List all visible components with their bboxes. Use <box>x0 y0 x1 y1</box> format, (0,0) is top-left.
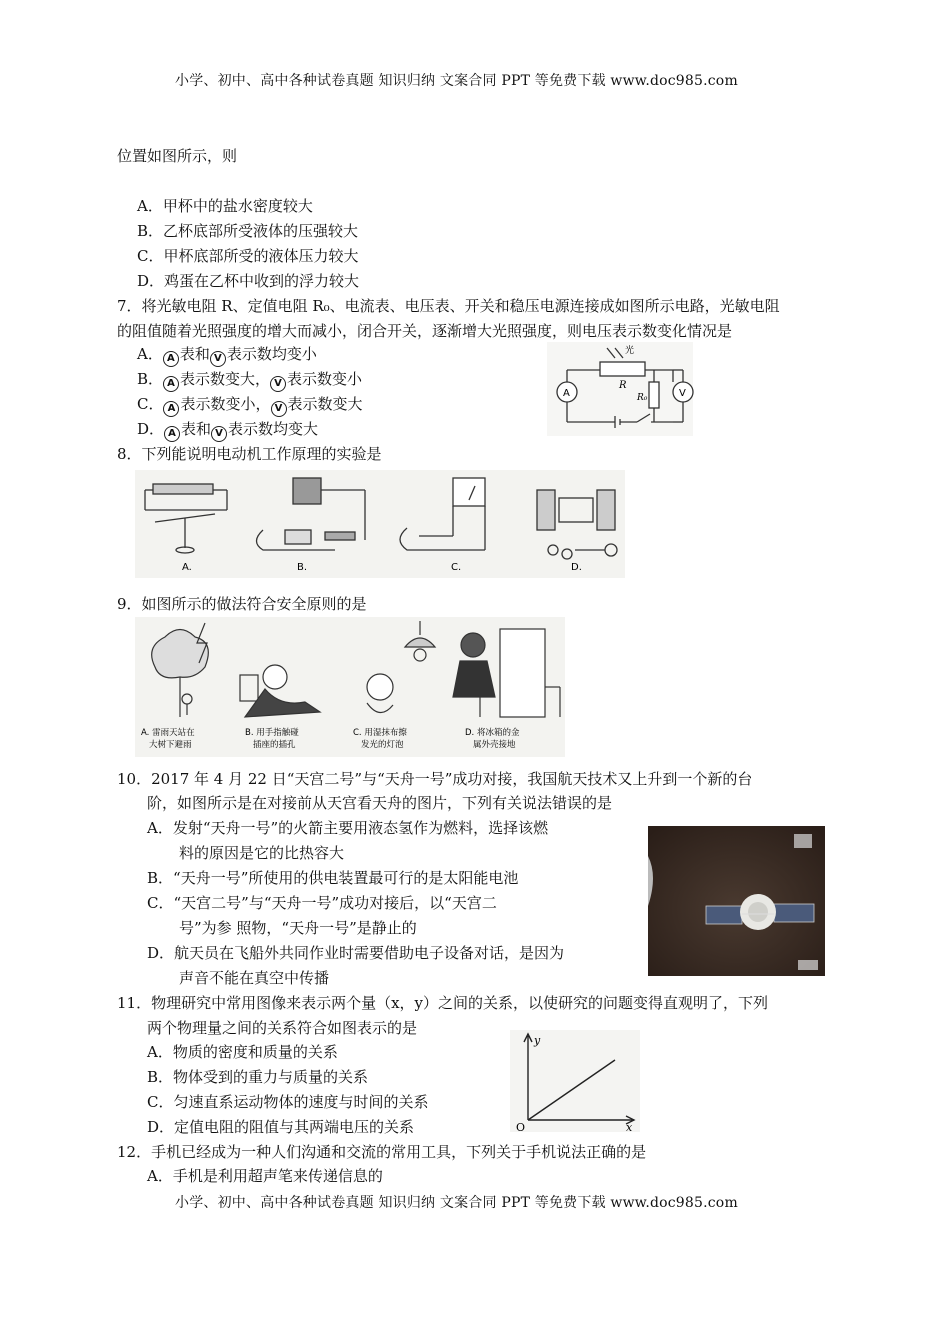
q9-caption-d-2: 属外壳接地 <box>473 740 516 750</box>
q8-label-b: B. <box>297 562 308 573</box>
q8-label-a: A. <box>182 562 192 573</box>
q7-option-b <box>137 369 362 392</box>
q11-option-c: C．匀速直系运动物体的速度与时间的关系 <box>147 1093 429 1111</box>
option-text: 表示数变大 <box>287 395 363 413</box>
q10-option-d-line1: D．航天员在飞船外共同作业时需要借助电子设备对话，是因为 <box>147 944 565 962</box>
q10-option-a-line1: A．发射“天舟一号”的火箭主要用液态氢作为燃料，选择该燃 <box>147 819 549 837</box>
option-text: 表示数均变小 <box>226 345 317 363</box>
option-label: B． <box>137 370 164 388</box>
voltmeter-icon: V <box>211 426 227 442</box>
q9-caption-c-2: 发光的灯泡 <box>361 740 404 750</box>
graph-x-axis-label: x <box>626 1121 633 1132</box>
ammeter-icon: A <box>163 376 179 392</box>
resistor-r-label: R <box>619 380 627 391</box>
q8-label-c: C. <box>451 562 462 573</box>
option-text: 表和 <box>179 345 210 363</box>
light-label: 光 <box>625 346 635 356</box>
option-label: A． <box>137 345 163 363</box>
q7-stem-line2: 的阻值随着光照强度的增大而减小，闭合开关，逐渐增大光照强度，则电压表示数变化情况是 <box>117 322 733 340</box>
option-text: 表和 <box>181 420 212 438</box>
q9-caption-d-1: D. 将冰箱的金 <box>465 728 520 738</box>
q6-continuation: 位置如图所示，则 <box>117 147 238 165</box>
option-label: C． <box>137 395 164 413</box>
page-header: 小学、初中、高中各种试卷真题 知识归纳 文案合同 PPT 等免费下载 www.doc985.com <box>175 73 738 89</box>
q8-experiment-figures <box>135 470 625 578</box>
q11-option-b: B．物体受到的重力与质量的关系 <box>147 1068 369 1086</box>
q9-caption-a-1: A. 雷雨天站在 <box>141 728 195 738</box>
ammeter-icon: A <box>163 351 179 367</box>
q7-option-c <box>137 394 363 417</box>
q8-label-d: D. <box>571 562 582 573</box>
voltmeter-icon: V <box>210 351 226 367</box>
spacecraft-photo <box>648 826 825 976</box>
q6-option-d: D．鸡蛋在乙杯中收到的浮力较大 <box>137 272 360 290</box>
option-label: D． <box>137 420 165 438</box>
q9-stem: 9．如图所示的做法符合安全原则的是 <box>117 595 367 613</box>
q12-stem: 12．手机已经成为一种人们沟通和交流的常用工具，下列关于手机说法正确的是 <box>117 1143 647 1161</box>
q9-caption-b-2: 插座的插孔 <box>253 740 296 750</box>
q9-caption-a-2: 大树下避雨 <box>149 740 192 750</box>
q11-option-a: A．物质的密度和质量的关系 <box>147 1043 338 1061</box>
q11-option-d: D．定值电阻的阻值与其两端电压的关系 <box>147 1118 415 1136</box>
q7-option-d <box>137 419 318 442</box>
q10-option-d-line2: 声音不能在真空中传播 <box>179 969 330 987</box>
q8-stem: 8．下列能说明电动机工作原理的实验是 <box>117 445 382 463</box>
q9-safety-figures <box>135 617 565 757</box>
q11-stem-line1: 11．物理研究中常用图像来表示两个量（x，y）之间的关系，以使研究的问题变得直观明了，下列 <box>117 994 769 1012</box>
option-text: 表示数变小 <box>287 370 363 388</box>
option-text: 表示数变小， <box>180 395 271 413</box>
q10-stem-line1: 10．2017 年 4 月 22 日“天宫二号”与“天舟一号”成功对接，我国航天技术又上升到一个新的台 <box>117 770 753 788</box>
q10-option-b: B．“天舟一号”所使用的供电装置最可行的是太阳能电池 <box>147 869 519 887</box>
q7-stem-line1: 7．将光敏电阻 R、定值电阻 R₀、电流表、电压表、开关和稳压电源连接成如图所示电路，光敏电阻 <box>117 297 780 315</box>
q10-option-c-line1: C．“天宫二号”与“天舟一号”成功对接后，以“天宫二 <box>147 894 497 912</box>
q6-option-b: B．乙杯底部所受液体的压强较大 <box>137 222 359 240</box>
q6-option-c: C．甲杯底部所受的液体压力较大 <box>137 247 359 265</box>
ammeter-icon: A <box>164 426 180 442</box>
voltmeter-icon: V <box>271 401 287 417</box>
resistor-r0-label: R₀ <box>637 393 648 403</box>
q11-line-graph <box>510 1030 640 1132</box>
q9-caption-b-1: B. 用手指触碰 <box>245 728 299 738</box>
voltmeter-label: V <box>679 388 686 399</box>
option-text: 表示数均变大 <box>228 420 319 438</box>
graph-origin-label: O <box>516 1121 526 1132</box>
option-text: 表示数变大， <box>180 370 271 388</box>
graph-y-axis-label: y <box>534 1034 541 1047</box>
q10-option-a-line2: 料的原因是它的比热容大 <box>179 844 345 862</box>
page-footer: 小学、初中、高中各种试卷真题 知识归纳 文案合同 PPT 等免费下载 www.doc985.com <box>175 1195 738 1211</box>
ammeter-icon: A <box>163 401 179 417</box>
q7-circuit-diagram <box>545 340 695 438</box>
q11-stem-line2: 两个物理量之间的关系符合如图表示的是 <box>147 1019 418 1037</box>
q6-option-a: A．甲杯中的盐水密度较大 <box>137 197 313 215</box>
ammeter-label: A <box>563 388 570 399</box>
q9-caption-c-1: C. 用湿抹布擦 <box>353 728 407 738</box>
q10-option-c-line2: 号”为参 照物，“天舟一号”是静止的 <box>179 919 417 937</box>
voltmeter-icon: V <box>270 376 286 392</box>
q10-stem-line2: 阶，如图所示是在对接前从天宫看天舟的图片，下列有关说法错误的是 <box>147 794 613 812</box>
q12-option-a: A．手机是利用超声笔来传递信息的 <box>147 1167 383 1185</box>
q7-option-a <box>137 344 317 367</box>
